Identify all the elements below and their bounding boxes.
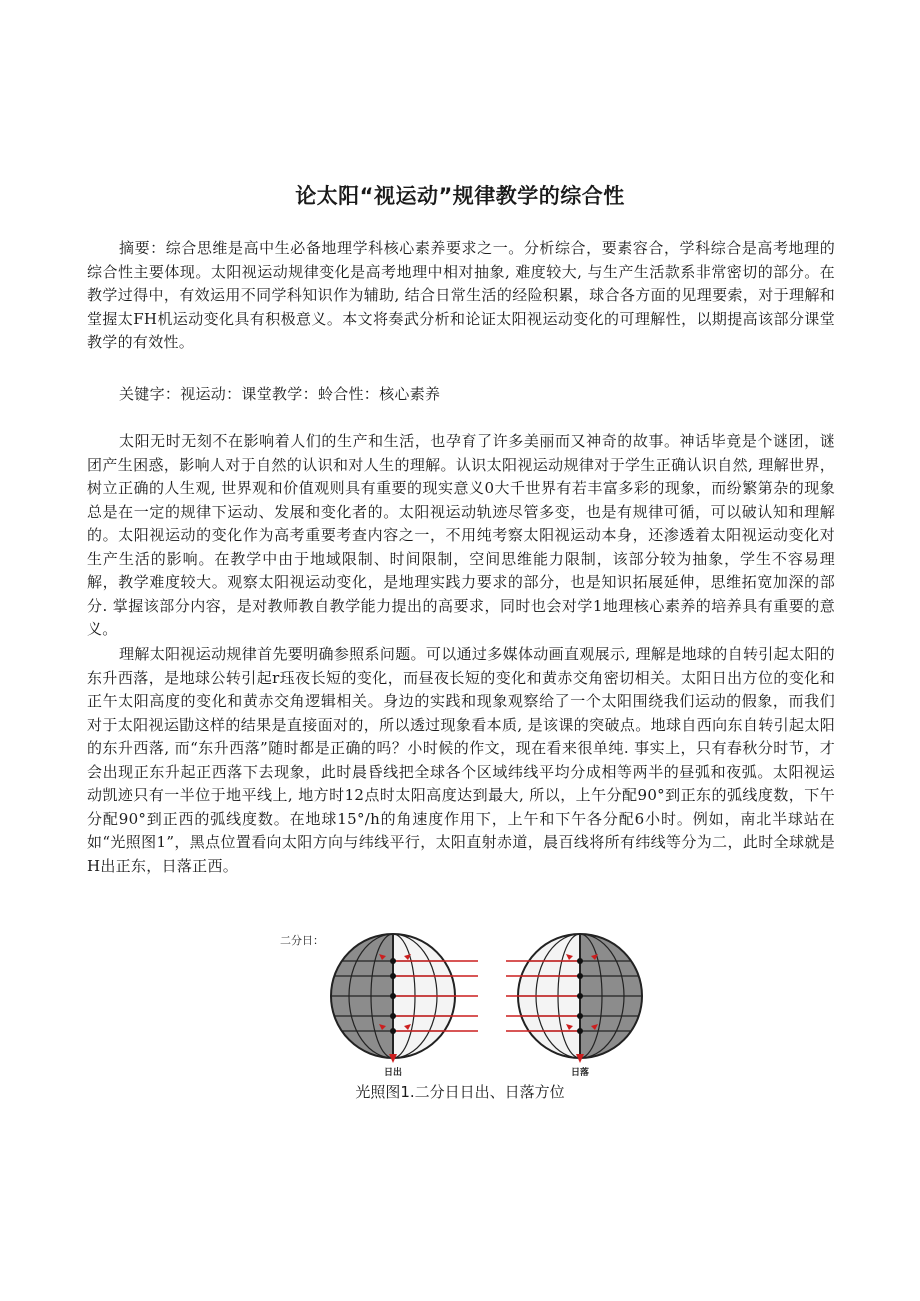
equinox-label: 二分日： bbox=[280, 934, 324, 947]
sunset-label: 日落 bbox=[570, 1068, 590, 1078]
figure-caption: 光照图1.二分日日出、日落方位 bbox=[355, 1083, 565, 1101]
observer-dot bbox=[577, 958, 583, 964]
body-paragraph-1: 太阳无时无刻不在影响着人们的生产和生活，也孕育了许多美丽而又神奇的故事。神话毕竟是个谜团，谜团产生困惑，影响人对于自然的认识和对人生的理解。认识太阳视运动规律对于学生正确认识自然, 理解世界，树立正确的人生观, 世界观和价值观则具有重要的现实意义0大千世界有若丰富多彩的现象，而纷繁第杂的现象总是在一定的规律下运动、发展和变化者的。太阳视运动轨迹尽管多变，也是有规律可循，可以破认知和理解的。太阳视运动的变化作为高考重要考查内容之一，不用纯考察太阳视运动本身，还渗透着太阳视运动变化对生产生活的影响。在教学中由于地域限制、时间限制，空间思维能力限制，该部分较为抽象，学生不容易理解，教学难度较大。观察太阳视运动变化，是地理实践力要求的部分，也是知识拓展延伸，思维拓宽加深的部分. 掌握该部分内容，是对教师教自教学能力提出的高要求，同时也会对学1地理核心素养的培养具有重要的意义。 bbox=[87, 432, 835, 638]
body-paragraph-2: 理解太阳视运动规律首先要明确参照系问题。可以通过多媒体动画直观展示, 理解是地球的自转引起太阳的东升西落，是地球公转引起r珏夜长短的变化，而昼夜长短的变化和黄赤交角密切相关。太阳日出方位的变化和正午太阳高度的变化和黄赤交角逻辑相关。身边的实践和现象观察给了一个太阳围绕我们运动的假象，而我们对于太阳视运勖这样的结果是直接面对的，所以透过现象看本质, 是该课的突破点。地球自西向东自转引起太阳的东升西落, 而“东升西落”随时都是正确的吗？小时候的作文，现在看来很单纯. 事实上，只有春秋分时节，才会出现正东升起正西落下去现象，此时晨昏线把全球各个区域纬线平均分成相等两半的昼弧和夜弧。太阳视运动凯迹只有一半位于地平线上, 地方时12点时太阳高度达到最大, 所以，上午分配90°到正东的弧线度数，下午分配90°到正西的弧线度数。在地球15°/h的角速度作用下，上午和下午各分配6小时。例如，南北半球站在如“光照图1”，黑点位置看向太阳方向与纬线平行，太阳直射赤道，晨百线将所有纬线等分为二，此时全球就是H出正东，日落正西。 bbox=[87, 645, 835, 875]
observer-dot bbox=[390, 1013, 396, 1019]
illumination-figure bbox=[278, 926, 658, 1086]
observer-dot bbox=[390, 973, 396, 979]
observer-dot bbox=[390, 993, 396, 999]
observer-dot bbox=[390, 1028, 396, 1034]
keywords-line: 关键字：视运动：课堂教学：蛉合性：核心素养 bbox=[119, 385, 441, 403]
paper-title: 论太阳“视运动”规律教学的综合性 bbox=[295, 184, 625, 208]
observer-dot bbox=[577, 993, 583, 999]
observer-dot bbox=[390, 958, 396, 964]
sunset-globe bbox=[506, 934, 642, 1078]
sunrise-globe bbox=[331, 934, 478, 1078]
observer-dot bbox=[577, 973, 583, 979]
observer-dot bbox=[577, 1013, 583, 1019]
sunrise-label: 日出 bbox=[383, 1068, 403, 1078]
observer-dot bbox=[577, 1028, 583, 1034]
abstract-paragraph: 摘要：综合思维是高中生必备地理学科核心素养要求之一。分析综合，要素容合，学科综合是高考地理的综合性主要体现。太阳视运动规律变化是高考地理中相对抽象, 难度较大, 与生产生活款系非常密切的部分。在教学过得中，有效运用不同学科知识作为辅助, 结合日常生活的经险积累，球合各方面的见理要索，对于理解和堂握太FH机运动变化具有积极意义。本文将奏武分析和论证太阳视运动变化的可理解性，以期提高该部分课堂教学的有效性。 bbox=[87, 239, 835, 351]
